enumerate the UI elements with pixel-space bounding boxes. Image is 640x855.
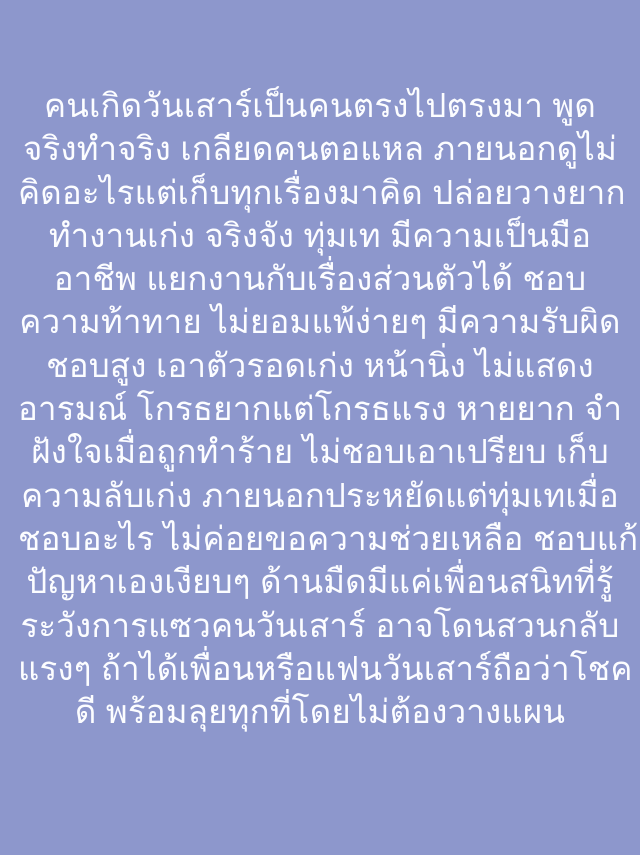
- text-line: คนเกิดวันเสาร์เป็นคนตรงไปตรงมา พูด: [43, 87, 597, 124]
- text-line: ดี พร้อมลุยทุกที่โดยไม่ต้องวางแผน: [74, 693, 566, 731]
- text-line: ทำงานเก่ง จริงจัง ทุ่มเท มีความเป็นมือ: [48, 216, 592, 254]
- text-line: ชอบอะไร ไม่ค่อยขอความช่วยเหลือ ชอบแก้: [18, 519, 639, 557]
- text-line: ฝังใจเมื่อถูกทำร้าย ไม่ชอบเอาเปรียบ เก็บ: [31, 433, 609, 471]
- text-line: ชอบสูง เอาตัวรอดเก่ง หน้านิ่ง ไม่แสดง: [46, 346, 594, 384]
- text-line: ปัญหาเองเงียบๆ ด้านมืดมีแค่เพื่อนสนิทที่รู้: [26, 563, 614, 601]
- text-line: อารมณ์ โกรธยากแต่โกรธแรง หายยาก จำ: [18, 390, 623, 428]
- personality-text-block: [18, 84, 639, 733]
- text-line: จริงทำจริง เกลียดคนตอแหล ภายนอกดูไม่: [22, 130, 618, 168]
- text-line: ความท้าทาย ไม่ยอมแพ้ง่ายๆ มีความรับผิด: [19, 303, 621, 341]
- text-line: ระวังการแซวคนวันเสาร์ อาจโดนสวนกลับ: [20, 606, 620, 644]
- text-line: แรงๆ ถ้าได้เพื่อนหรือแฟนวันเสาร์ถือว่าโชค: [18, 649, 633, 687]
- text-line: ความลับเก่ง ภายนอกประหยัดแต่ทุ่มเทเมื่อ: [21, 476, 619, 514]
- text-line: คิดอะไรแต่เก็บทุกเรื่องมาคิด ปล่อยวางยาก: [18, 173, 626, 211]
- text-line: อาชีพ แยกงานกับเรื่องส่วนตัวได้ ชอบ: [53, 260, 587, 298]
